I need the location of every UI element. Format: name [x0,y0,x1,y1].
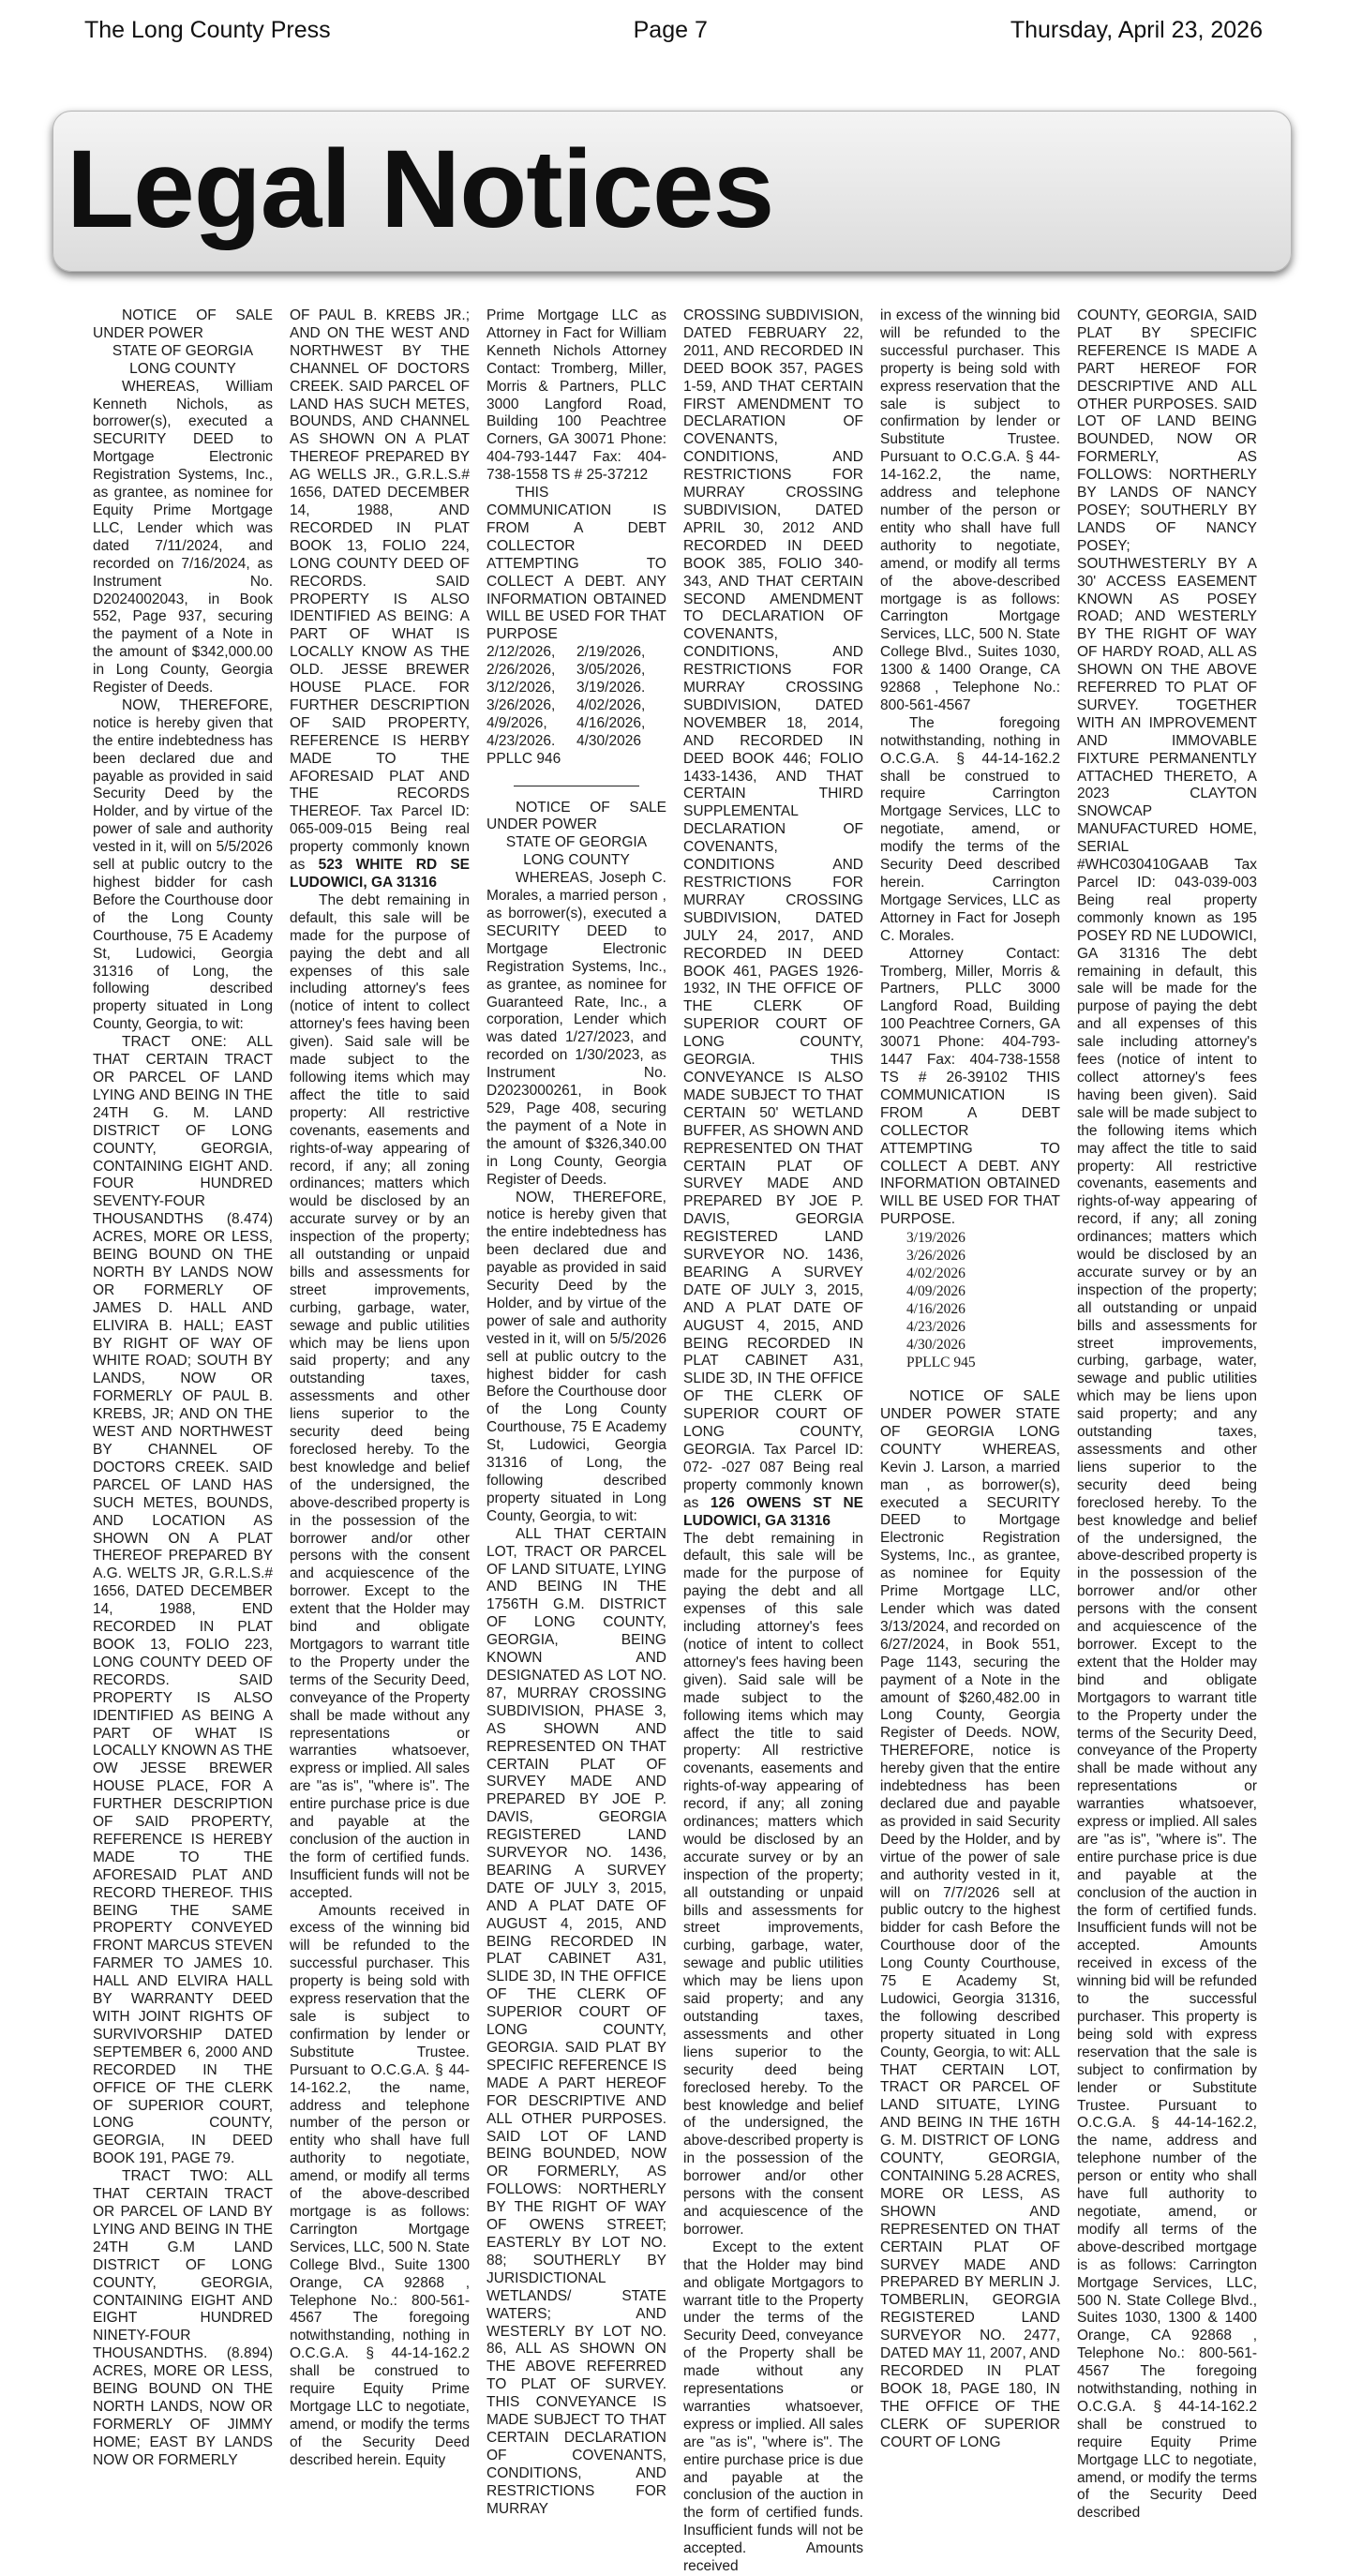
notice-text: OF PAUL B. KREBS JR.; AND ON THE WEST AND NORTHWEST BY THE CHANNEL OF DOCTORS CREEK. SAID PARCEL OF LAND HAS SUCH METES, BOUNDS, AND CHANNEL AS SHOWN ON A PLAT THEREOF PREPARED BY AG WELLS JR., G.R.L.S.# 1656, DATED DECEMBER 14, 1988, AND RECORDED IN PLAT BOOK 13, FOLIO 224, LONG COUNTY DEED OF RECORDS. SAID PROPERTY IS ALSO IDENTIFIED AS BEING: A PART OF WHAT IS LOCALLY KNOW AS THE OLD. JESSE BREWER HOUSE PLACE. FOR FURTHER DESCRIPTION OF SAID PROPERTY, REFERENCE IS HERBY MADE TO THE AFORESAID PLAT AND THE RECORDS THEREOF. Tax Parcel ID: 065-009-015 Being real property commonly known as [290,307,470,874]
notice-paragraph: THIS COMMUNICATION IS FROM A DEBT COLLECTOR ATTEMPTING TO COLLECT A DEBT. ANY INFORMATION OBTAINED WILL BE USED FOR THAT PURPOSE [486,485,666,643]
publication-date: 3/12/2026, [486,680,556,696]
property-address: 126 OWENS ST NE LUDOWICI, GA 31316 [683,1494,863,1529]
publication-date: 4/23/2026. [486,732,556,749]
notice-paragraph [290,307,470,892]
notice-heading: NOTICE OF SALE UNDER POWER [486,799,666,833]
page-number: Page 7 [633,16,708,43]
notice-county: LONG COUNTY [523,852,630,869]
publication-date: 3/19/2026. [576,680,646,696]
notice-paragraph: TRACT TWO: ALL THAT CERTAIN TRACT OR PARCEL OF LAND BY LYING AND BEING IN THE 24TH G.M LAND DISTRICT OF LONG COUNTY, GEORGIA, CONTAINING EIGHT AND EIGHT HUNDRED NINETY-FOUR THOUSANDTHS. (8.894) ACRES, MORE OR LESS, BEING BOUND ON THE NORTH LANDS, NOW OR FORMERLY OF JIMMY HOME; EAST BY LANDS NOW OR FORMERLY [93,2168,273,2468]
publication-date: 2/12/2026, [486,644,556,661]
publication-date: 4/9/2026, [486,714,547,731]
notice-paragraph: The debt remaining in default, this sale will be made for the purpose of paying the debt and all expenses of this sale including attorney's fees (notice of intent to collect attorney's fees having been given). Said sale will be made subject to the following items which may affect the title to said property: All restrictive covenants, easements and rights-of-way appearing of record, if any; all zoning ordinances; matters which would be disclosed by an accurate survey or by an inspection of the property; all outstanding or unpaid bills and assessments for street improvements, curbing, garbage, water, sewage and public utilities which may be liens upon said property; and any outstanding taxes, assessments and other liens superior to the security deed being foreclosed hereby. To the best knowledge and belief of the undersigned, the above-described property is in the possession of the borrower and/or other persons with the consent and acquiescence of the borrower. [683,1530,863,2238]
publication-date: 4/16/2026, [576,714,646,731]
publication-dates [486,644,666,750]
publication-date: 4/23/2026 [906,1319,965,1336]
notices-columns [84,307,1265,2575]
section-banner [52,111,1292,272]
publication-date: 4/09/2026 [906,1283,965,1300]
publication-date: 3/26/2026, [486,696,556,713]
publication-dates [880,1229,1060,1371]
notice-heading: NOTICE OF SALE UNDER POWER [93,307,273,341]
section-title: Legal Notices [67,127,774,251]
notice-paragraph: ALL THAT CERTAIN LOT, TRACT OR PARCEL OF LAND SITUATE, LYING AND BEING IN THE 1756TH G.M. DISTRICT OF LONG COUNTY, GEORGIA, BEING KNOWN AND DESIGNATED AS LOT NO. 87, MURRAY CROSSING SUBDIVISION, PHASE 3, AS SHOWN AND REPRESENTED ON THAT CERTAIN PLAT OF SURVEY MADE AND PREPARED BY JOE P. DAVIS, GEORGIA REGISTERED LAND SURVEYOR NO. 1436, BEARING A SURVEY DATE OF JULY 3, 2015, AND A PLAT DATE OF AUGUST 4, 2015, AND BEING RECORDED IN PLAT CABINET A31, SLIDE 3D, IN THE OFFICE OF THE CLERK OF SUPERIOR COURT OF LONG COUNTY, GEORGIA. SAID PLAT BY SPECIFIC REFERENCE IS MADE A PART HEREOF FOR DESCRIPTIVE AND ALL OTHER PURPOSES. SAID LOT OF LAND BEING BOUNDED, NOW OR FORMERLY, AS FOLLOWS: NORTHERLY BY THE RIGHT OF WAY OF OWENS STREET; EASTERLY BY LOT NO. 88; SOUTHERLY BY JURISDICTIONAL WETLANDS/ STATE WATERS; AND WESTERLY BY LOT NO. 86, ALL AS SHOWN ON THE ABOVE REFERRED TO PLAT OF SURVEY. THIS CONVEYANCE IS MADE SUBJECT TO THAT CERTAIN DECLARATION OF COVENANTS, CONDITIONS, AND RESTRICTIONS FOR MURRAY [486,1525,666,2517]
publication-date: 4/16/2026 [906,1301,965,1318]
notice-paragraph: Prime Mortgage LLC as Attorney in Fact for William Kenneth Nichols Attorney Contact: Tromberg, Miller, Morris & Partners, PLLC 3000 Langford Road, Building 100 Peachtree Corners, GA 30071 Phone: 404-793-1447 Fax: 404-738-1558 TS # 25-37212 [486,307,666,484]
notice-paragraph: The debt remaining in default, this sale will be made for the purpose of paying the debt and all expenses of this sale including attorney's fees (notice of intent to collect attorney's fees having been given). Said sale will be made subject to the following items which may affect the title to said property: All restrictive covenants, easements and rights-of-way appearing of record, if any; all zoning ordinances; matters which would be disclosed by an accurate survey or by an inspection of the property; all outstanding or unpaid bills and assessments for street improvements, curbing, garbage, water, sewage and public utilities which may be liens upon said property; and any outstanding taxes, assessments and other liens superior to the security deed being foreclosed hereby. To the best knowledge and belief of the undersigned, the above-described property is in the possession of the borrower and/or other persons with the consent and acquiescence of the borrower. Except to the extent that the Holder may bind and obligate Mortgagors to warrant title to the Property under the terms of the Security Deed, conveyance of the Property shall be made without any representations or warranties whatsoever, express or implied. All sales are "as is", "where is". The entire purchase price is due and payable at the conclusion of the auction in the form of certified funds. Insufficient funds will not be accepted. [290,891,470,1901]
publication-date: 4/30/2026 [906,1337,965,1354]
column-1 [84,307,281,2468]
column-3 [478,307,675,2517]
ppllc-number: PPLLC 945 [906,1355,976,1371]
newspaper-name: The Long County Press [84,16,331,43]
notice-paragraph: TRACT ONE: ALL THAT CERTAIN TRACT OR PARCEL OF LAND LYING AND BEING IN THE 24TH G. M. LAND DISTRICT OF LONG COUNTY, GEORGIA, CONTAINING EIGHT AND. FOUR HUNDRED SEVENTY-FOUR THOUSANDTHS (8.474) ACRES, MORE OR LESS, BEING BOUND ON THE NORTH BY LANDS NOW OR FORMERLY OF JAMES D. HALL AND ELIVIRA B. HALL; EAST BY RIGHT OF WAY OF WHITE ROAD; SOUTH BY LANDS, NOW OR FORMERLY OF PAUL B. KREBS, JR; AND ON THE WEST AND NORTHWEST BY CHANNEL OF DOCTORS CREEK. SAID PARCEL OF LAND HAS SUCH METES, BOUNDS, AND LOCATION AS SHOWN ON A PLAT THEREOF PREPARED BY A.G. WELTS JR, G.R.L.S.# 1656, DATED DECEMBER 14, 1988, END RECORDED IN PLAT BOOK 13, FOLIO 223, LONG COUNTY DEED OF RECORDS. SAID PROPERTY IS ALSO IDENTIFIED AS BEING A PART OF WHAT IS LOCALLY KNOWN AS THE OW JESSE BREWER HOUSE PLACE, FOR A FURTHER DESCRIPTION OF SAID PROPERTY, REFERENCE IS HEREBY MADE TO THE AFORESAID PLAT AND RECORD THEREOF. THIS BEING THE SAME PROPERTY CONVEYED FRONT MARCUS STEVEN FARMER TO JAMES 10. HALL AND ELVIRA HALL BY WARRANTY DEED WITH JOINT RIGHTS OF SURVIVORSHIP DATED SEPTEMBER 6, 2000 AND RECORDED IN THE OFFICE OF THE CLERK OF SUPERIOR COURT, LONG COUNTY, GEORGIA, IN DEED BOOK 191, PAGE 79. [93,1034,273,2167]
publication-date: 4/02/2026 [906,1266,965,1282]
notice-state: STATE OF GEORGIA [112,342,254,359]
publication-date: 4/30/2026 [576,732,641,749]
spacer [880,1371,1060,1388]
notice-paragraph: NOTICE OF SALE UNDER POWER STATE OF GEORGIA LONG COUNTY WHEREAS, Kevin J. Larson, a married man , as borrower(s), executed a SECURITY DEED to Mortgage Electronic Registration Systems, Inc., as grantee, as nominee for Equity Prime Mortgage LLC, Lender which was dated 3/13/2024, and recorded on 6/27/2024, in Book 551, Page 1143, securing the payment of a Note in the amount of $260,482.00 in Long County, Georgia Register of Deeds. NOW, THEREFORE, notice is hereby given that the entire indebtedness has been declared due and payable as provided in said Security Deed by the Holder, and by virtue of the power of sale and authority vested in it, will on 7/7/2026 sell at public outcry to the highest bidder for cash Before the Courthouse door of the Long County Courthouse, 75 E Academy St, Ludowici, Georgia 31316, the following described property situated in Long County, Georgia, to wit: ALL THAT CERTAIN LOT, TRACT OR PARCEL OF LAND SITUATE, LYING AND BEING IN THE 16TH G. M. DISTRICT OF LONG COUNTY, GEORGIA, CONTAINING 5.28 ACRES, MORE OR LESS, AS SHOWN AND REPRESENTED ON THAT CERTAIN PLAT OF SURVEY MADE AND PREPARED BY MERLIN J. TOMBERLIN, GEORGIA REGISTERED LAND SURVEYOR NO. 2477, DATED MAY 11, 2007, AND RECORDED IN PLAT BOOK 18, PAGE 180, IN THE OFFICE OF THE CLERK OF SUPERIOR COURT OF LONG [880,1388,1060,2450]
notice-paragraph: Amounts received in excess of the winning bid will be refunded to the successful purchaser. This property is being sold with express reservation that the sale is subject to confirmation by lender or Substitute Trustee. Pursuant to O.C.G.A. § 44-14-162.2, the name, address and telephone number of the person or entity who shall have full authority to negotiate, amend, or modify all terms of the above-described mortgage is as follows: Carrington Mortgage Services, LLC, 500 N. State College Blvd., Suite 1300 Orange, CA 92868 , Telephone No.: 800-561-4567 The foregoing notwithstanding, nothing in O.C.G.A. § 44-14-162.2 shall be construed to require Equity Prime Mortgage LLC to negotiate, amend, or modify the terms of the Security Deed described herein. Equity [290,1902,470,2468]
column-2 [281,307,478,2468]
notice-paragraph: Attorney Contact: Tromberg, Miller, Morris & Partners, PLLC 3000 Langford Road, Building 100 Peachtree Corners, GA 30071 Phone: 404-793-1447 Fax: 404-738-1558 TS # 26-39102 THIS COMMUNICATION IS FROM A DEBT COLLECTOR ATTEMPTING TO COLLECT A DEBT. ANY INFORMATION OBTAINED WILL BE USED FOR THAT PURPOSE. [880,945,1060,1228]
notice-paragraph: WHEREAS, William Kenneth Nichols, as borrower(s), executed a SECURITY DEED to Mortgage Electronic Registration Systems, Inc., as grantee, as nominee for Equity Prime Mortgage LLC, Lender which was dated 7/11/2024, and recorded on 7/16/2024, as Instrument No. D2024002043, in Book 552, Page 937, securing the payment of a Note in the amount of $342,000.00 in Long County, Georgia Register of Deeds. [93,378,273,696]
publication-date: 2/26/2026, [486,662,556,679]
publication-date: 2/19/2026, [576,644,646,661]
notice-paragraph: WHEREAS, Joseph C. Morales, a married person , as borrower(s), executed a SECURITY DEED to Mortgage Electronic Registration Systems, Inc., as grantee, as nominee for Guaranteed Rate, Inc., a corporation, Lender which was dated 1/27/2023, and recorded on 1/30/2023, as Instrument No. D2023000261, in Book 529, Page 408, securing the payment of a Note in the amount of $326,340.00 in Long County, Georgia Register of Deeds. [486,870,666,1188]
notice-paragraph: Except to the extent that the Holder may bind and obligate Mortgagors to warrant title to the Property under the terms of the Security Deed, conveyance of the Property shall be made without any representations or warranties whatsoever, express or implied. All sales are "as is", "where is". The entire purchase price is due and payable at the conclusion of the auction in the form of certified funds. Insufficient funds will not be accepted. Amounts received [683,2239,863,2575]
column-6 [1069,307,1265,2522]
publication-date: 4/02/2026, [576,696,646,713]
notice-paragraph: COUNTY, GEORGIA, SAID PLAT BY SPECIFIC REFERENCE IS MADE A PART HEREOF FOR DESCRIPTIVE AND ALL OTHER PURPOSES. SAID LOT OF LAND BEING BOUNDED, NOW OR FORMERLY, AS FOLLOWS: NORTHERLY BY LANDS OF NANCY POSEY; SOUTHERLY BY LANDS OF NANCY POSEY; SOUTHWESTERLY BY A 30' ACCESS EASEMENT KNOWN AS POSEY ROAD; AND WESTERLY BY THE RIGHT OF WAY OF HARDY ROAD, ALL AS SHOWN ON THE ABOVE REFERRED TO PLAT OF SURVEY. TOGETHER WITH AN IMPROVEMENT AND IMMOVABLE FIXTURE PERMANENTLY ATTACHED THERETO, A 2023 CLAYTON SNOWCAP MANUFACTURED HOME, SERIAL #WHC030410GAAB Tax Parcel ID: 043-039-003 Being real property commonly known as 195 POSEY RD NE LUDOWICI, GA 31316 The debt remaining in default, this sale will be made for the purpose of paying the debt and all expenses of this sale including attorney's fees (notice of intent to collect attorney's fees having been given). Said sale will be made subject to the following items which may affect the title to said property: All restrictive covenants, easements and rights-of-way appearing of record, if any; all zoning ordinances; matters which would be disclosed by an accurate survey or by an inspection of the property; all outstanding or unpaid bills and assessments for street improvements, curbing, garbage, water, sewage and public utilities which may be liens upon said property; and any outstanding taxes, assessments and other liens superior to the security deed being foreclosed hereby. To the best knowledge and belief of the undersigned, the above-described property is in the possession of the borrower and/or other persons with the consent and acquiescence of the borrower. Except to the extent that the Holder may bind and obligate Mortgagors to warrant title to the Property under the terms of the Security Deed, conveyance of the Property shall be made without any representations or warranties whatsoever, express or implied. All sales are "as is", "where is". The entire purchase price is due and payable at the conclusion of the auction in the form of certified funds. Insufficient funds will not be accepted. Amounts received in excess of the winning bid will be refunded to the successful purchaser. This property is being sold with express reservation that the sale is subject to confirmation by lender or Substitute Trustee. Pursuant to O.C.G.A. § 44-14-162.2, the name, address and telephone number of the person or entity who shall have full authority to negotiate, amend, or modify all terms of the above-described mortgage is as follows: Carrington Mortgage Services, LLC, 500 N. State College Blvd., Suites 1030, 1300 & 1400 Orange, CA 92868 , Telephone No.: 800-561-4567 The foregoing notwithstanding, nothing in O.C.G.A. § 44-14-162.2 shall be construed to require Equity Prime Mortgage LLC to negotiate, amend, or modify the terms of the Security Deed described [1077,307,1257,2522]
notice-paragraph: in excess of the winning bid will be refunded to the successful purchaser. This property is being sold with express reservation that the sale is subject to confirmation by lender or Substitute Trustee. Pursuant to O.C.G.A. § 44-14-162.2, the name, address and telephone number of the person or entity who shall have full authority to negotiate, amend, or modify all terms of the above-described mortgage is as follows: Carrington Mortgage Services, LLC, 500 N. State College Blvd., Suites 1030, 1300 & 1400 Orange, CA 92868 , Telephone No.: 800-561-4567 [880,307,1060,713]
notice-state: STATE OF GEORGIA [505,834,648,851]
publication-date: 3/19/2026 [906,1230,965,1247]
notice-paragraph: NOW, THEREFORE, notice is hereby given that the entire indebtedness has been declared due and payable as provided in said Security Deed by the Holder, and by virtue of the power of sale and authority vested in it, will on 5/5/2026 sell at public outcry to the highest bidder for cash Before the Courthouse door of the Long County Courthouse, 75 E Academy St, Ludowici, Georgia 31316 of Long, the following described property situated in Long County, Georgia, to wit: [93,696,273,1033]
publication-date: 3/05/2026, [576,662,646,679]
page-header [84,13,1263,47]
issue-date: Thursday, April 23, 2026 [1010,16,1263,43]
notice-text: CROSSING SUBDIVISION, DATED FEBRUARY 22, 2011, AND RECORDED IN DEED BOOK 357, PAGES 1-59, AND THAT CERTAIN FIRST AMENDMENT TO DECLARATION OF COVENANTS, CONDITIONS, AND RESTRICTIONS FOR MURRAY CROSSING SUBDIVISION, DATED APRIL 30, 2012 AND RECORDED IN DEED BOOK 385, FOLIO 340-343, AND THAT CERTAIN SECOND AMENDMENT TO DECLARATION OF COVENANTS, CONDITIONS, AND RESTRICTIONS FOR MURRAY CROSSING SUBDIVISION, DATED NOVEMBER 18, 2014, AND RECORDED IN DEED BOOK 446; FOLIO 1433-1436, AND THAT CERTAIN THIRD SUPPLEMENTAL DECLARATION OF COVENANTS, CONDITIONS AND RESTRICTIONS FOR MURRAY CROSSING SUBDIVISION, DATED JULY 24, 2017, AND RECORDED IN DEED BOOK 461, PAGES 1926-1932, IN THE OFFICE OF THE CLERK OF SUPERIOR COURT OF LONG COUNTY, GEORGIA. THIS CONVEYANCE IS ALSO MADE SUBJECT TO THAT CERTAIN 50' WETLAND BUFFER, AS SHOWN AND REPRESENTED ON THAT CERTAIN PLAT OF SURVEY MADE AND PREPARED BY JOE P. DAVIS, GEORGIA REGISTERED LAND SURVEYOR NO. 1436, BEARING A SURVEY DATE OF JULY 3, 2015, AND A PLAT DATE OF AUGUST 4, 2015, AND BEING RECORDED IN PLAT CABINET A31, SLIDE 3D, IN THE OFFICE OF THE CLERK OF SUPERIOR COURT OF LONG COUNTY, GEORGIA. Tax Parcel ID: 072- -027 087 Being real property commonly known as [683,307,863,1511]
column-4 [675,307,872,2575]
ppllc-number: PPLLC 946 [486,750,561,767]
notice-paragraph [683,307,863,1531]
notice-paragraph: NOW, THEREFORE, notice is hereby given that the entire indebtedness has been declared due and payable as provided in said Security Deed by the Holder, and by virtue of the power of sale and authority vested in it, will on 5/5/2026 sell at public outcry to the highest bidder for cash Before the Courthouse door of the Long County Courthouse, 75 E Academy St, Ludowici, Georgia 31316 of Long, the following described property situated in Long County, Georgia, to wit: [486,1189,666,1524]
property-address: 523 WHITE RD SE LUDOWICI, GA 31316 [290,857,471,891]
notice-paragraph: The foregoing notwithstanding, nothing in O.C.G.A. § 44-14-162.2 shall be construed to require Carrington Mortgage Services, LLC to negotiate, amend, or modify the terms of the Security Deed described herein. Carrington Mortgage Services, LLC as Attorney in Fact for Joseph C. Morales. [880,714,1060,944]
publication-date: 3/26/2026 [906,1248,965,1265]
column-5 [872,307,1069,2464]
notice-county: LONG COUNTY [129,360,236,377]
